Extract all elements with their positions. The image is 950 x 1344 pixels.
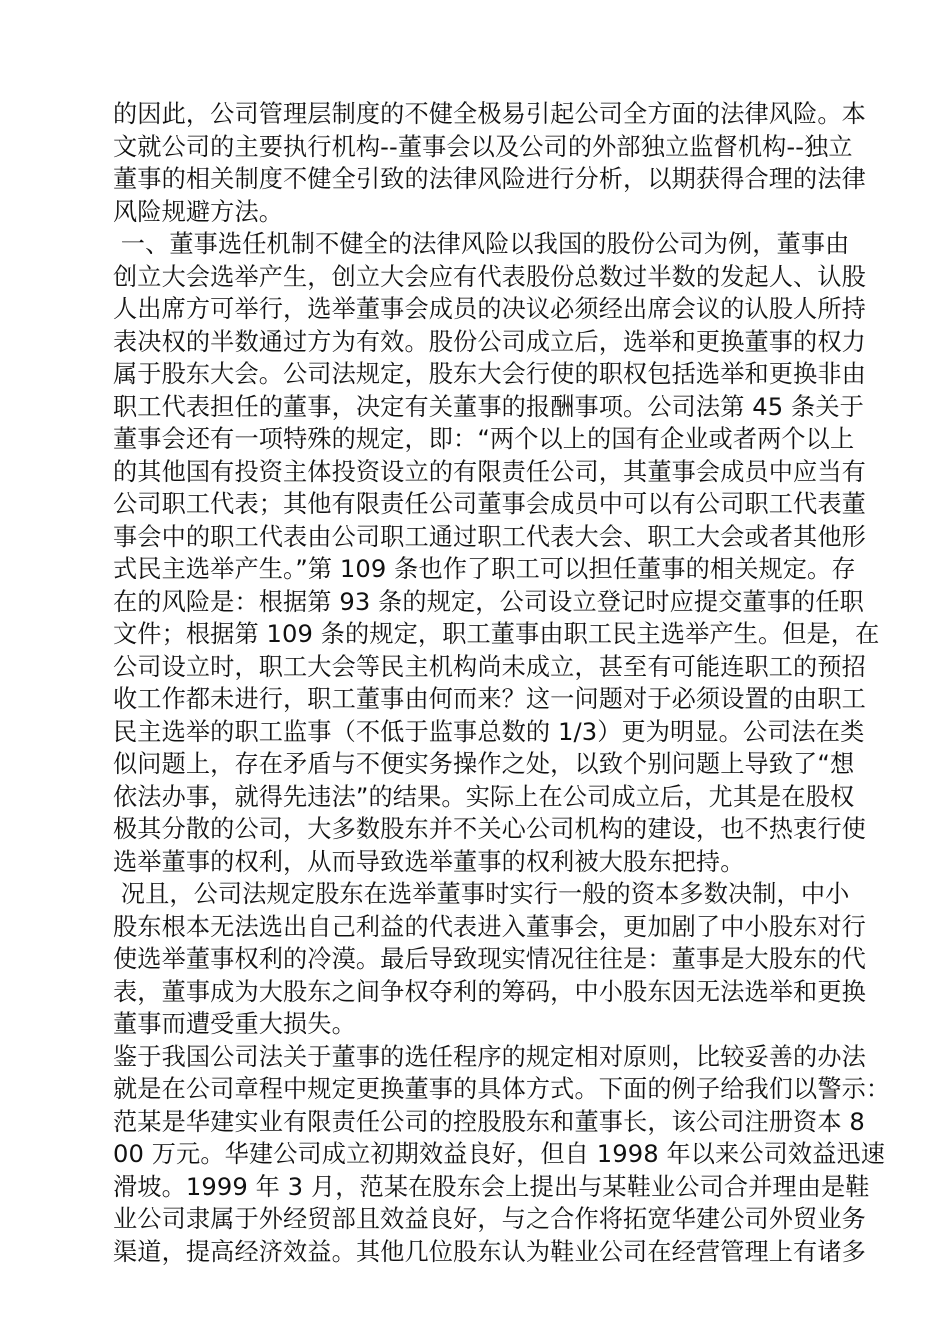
text-line: 人出席方可举行，选举董事会成员的决议必须经出席会议的认股人所持 <box>113 295 866 323</box>
text-line: 收工作都未进行，职工董事由何而来？这一问题对于必须设置的由职工 <box>113 685 866 713</box>
text-line: 极其分散的公司，大多数股东并不关心公司机构的建设，也不热衷行使 <box>113 815 866 843</box>
document-body <box>113 98 891 1268</box>
text-line: 属于股东大会。公司法规定，股东大会行使的职权包括选举和更换非由 <box>113 360 866 388</box>
text-line: 鉴于我国公司法关于董事的选任程序的规定相对原则，比较妥善的办法 <box>113 1042 866 1071</box>
text-line: 依法办事，就得先违法”的结果。实际上在公司成立后，尤其是在股权 <box>113 782 855 811</box>
text-line: 使选举董事权利的冷漠。最后导致现实情况往往是：董事是大股东的代 <box>113 945 866 973</box>
text-line: 董事会还有一项特殊的规定，即：“两个以上的国有企业或者两个以上 <box>113 425 855 453</box>
text-line: 就是在公司章程中规定更换董事的具体方式。下面的例子给我们以警示： <box>113 1075 891 1103</box>
text-line: 范某是华建实业有限责任公司的控股股东和董事长，该公司注册资本 8 <box>113 1107 865 1136</box>
text-line: 滑坡。1999 年 3 月，范某在股东会上提出与某鞋业公司合并理由是鞋 <box>113 1172 870 1201</box>
text-line: 事会中的职工代表由公司职工通过职工代表大会、职工大会或者其他形 <box>113 522 866 551</box>
text-line: 表决权的半数通过方为有效。股份公司成立后，选举和更换董事的权力 <box>113 327 866 356</box>
text-line: 董事的相关制度不健全引致的法律风险进行分析，以期获得合理的法律 <box>113 165 866 193</box>
text-line: 民主选举的职工监事（不低于监事总数的 1/3）更为明显。公司法在类 <box>113 717 865 746</box>
text-line: 业公司隶属于外经贸部且效益良好，与之合作将拓宽华建公司外贸业务 <box>113 1205 866 1233</box>
text-line: 董事而遭受重大损失。 <box>113 1010 356 1038</box>
text-line: 似问题上，存在矛盾与不便实务操作之处，以致个别问题上导致了“想 <box>113 750 855 778</box>
text-line: 文就公司的主要执行机构--董事会以及公司的外部独立监督机构--独立 <box>113 132 853 161</box>
text-line: 公司设立时，职工大会等民主机构尚未成立，甚至有可能连职工的预招 <box>113 652 866 681</box>
text-line: 选举董事的权利，从而导致选举董事的权利被大股东把持。 <box>113 847 745 876</box>
text-line: 股东根本无法选出自己利益的代表进入董事会，更加剧了中小股东对行 <box>113 912 866 941</box>
text-line: 式民主选举产生。”第 109 条也作了职工可以担任董事的相关规定。存 <box>113 555 856 583</box>
text-line: 公司职工代表；其他有限责任公司董事会成员中可以有公司职工代表董 <box>113 490 866 518</box>
text-line: 渠道，提高经济效益。其他几位股东认为鞋业公司在经营管理上有诸多 <box>113 1237 866 1266</box>
text-line: 风险规避方法。 <box>113 197 284 226</box>
text-line: 的其他国有投资主体投资设立的有限责任公司，其董事会成员中应当有 <box>113 457 866 486</box>
text-line: 表，董事成为大股东之间争权夺利的筹码，中小股东因无法选举和更换 <box>113 977 866 1006</box>
text-line: 00 万元。华建公司成立初期效益良好，但自 1998 年以来公司效益迅速 <box>113 1140 886 1168</box>
text-line: 况且，公司法规定股东在选举董事时实行一般的资本多数决制，中小 <box>113 880 850 908</box>
text-line: 的因此，公司管理层制度的不健全极易引起公司全方面的法律风险。本 <box>113 100 866 128</box>
text-line: 一、董事选任机制不健全的法律风险以我国的股份公司为例，董事由 <box>113 230 850 258</box>
text-line: 文件；根据第 109 条的规定，职工董事由职工民主选举产生。但是，在 <box>113 620 880 648</box>
text-line: 创立大会选举产生，创立大会应有代表股份总数过半数的发起人、认股 <box>113 262 866 291</box>
text-line: 在的风险是：根据第 93 条的规定，公司设立登记时应提交董事的任职 <box>113 587 864 616</box>
text-line: 职工代表担任的董事，决定有关董事的报酬事项。公司法第 45 条关于 <box>113 392 864 421</box>
